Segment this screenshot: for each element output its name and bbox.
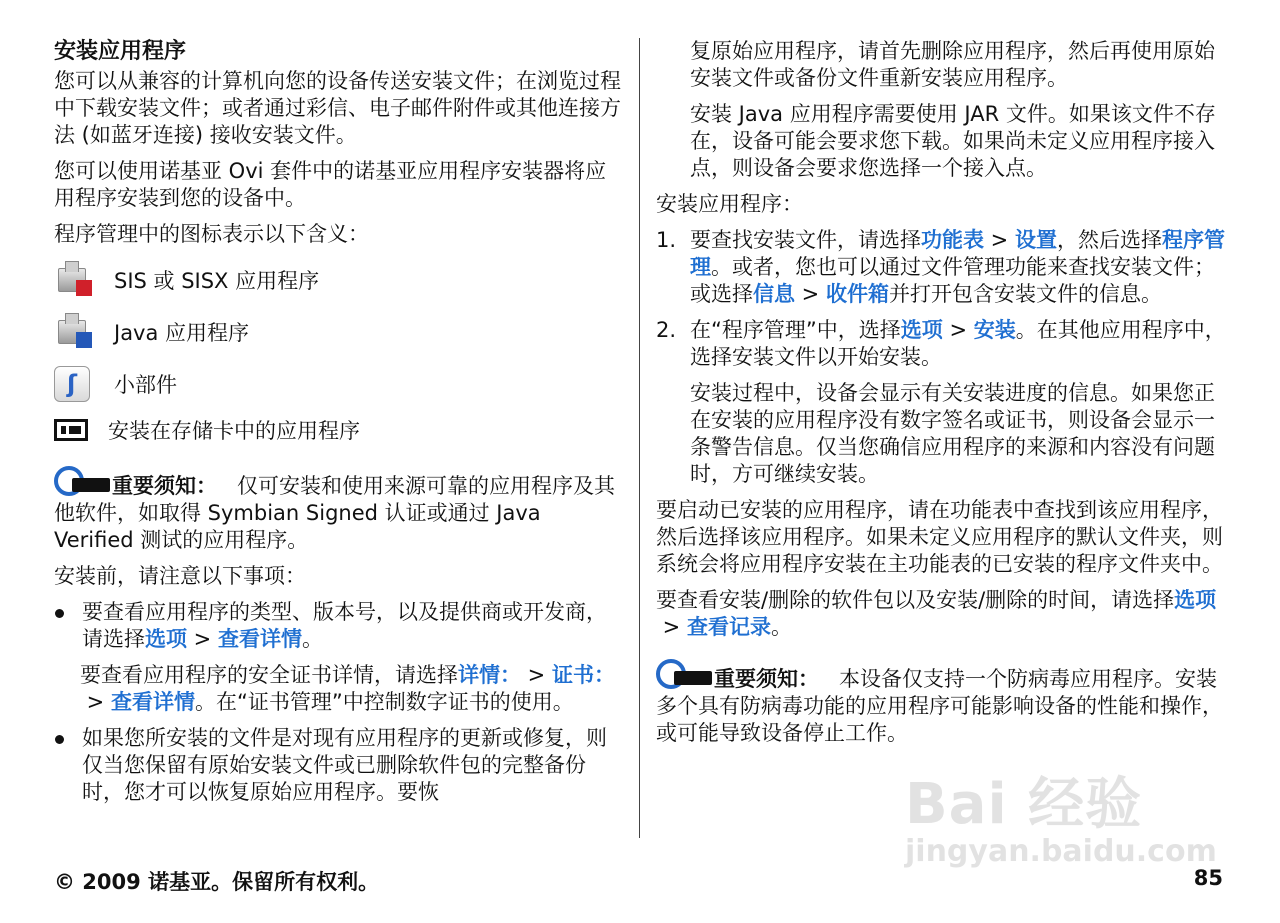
legend-row-widget: [54, 358, 622, 410]
link-view-details-2[interactable]: 查看详情: [110, 690, 195, 714]
link-options[interactable]: 选项: [145, 627, 187, 651]
bullet-dot: [55, 735, 64, 744]
left-column: [54, 38, 622, 806]
continued-paragraph: 复原始应用程序，请首先删除应用程序，然后再使用原始安装文件或备份文件重新安装应用程序。: [690, 39, 1215, 90]
page-number: 85: [1193, 866, 1223, 890]
java-paragraph: 安装 Java 应用程序需要使用 JAR 文件。如果该文件不存在，设备可能会要求您下载。如果尚未定义应用程序接入点，则设备会要求您选择一个接入点。: [690, 102, 1216, 180]
legend-label: Java 应用程序: [114, 321, 250, 345]
link-app-manager[interactable]: 程序管理: [690, 228, 1225, 279]
important-icon: [54, 466, 112, 500]
important-icon: [656, 659, 714, 693]
icons-intro: 程序管理中的图标表示以下含义：: [54, 222, 369, 246]
copyright: © 2009 诺基亚。保留所有权利。: [54, 870, 380, 894]
legend-label: 安装在存储卡中的应用程序: [108, 419, 360, 443]
right-column: [656, 38, 1228, 747]
important-note-2: [656, 659, 1228, 747]
java-app-icon: [54, 312, 94, 352]
column-divider: [639, 38, 640, 838]
link-install[interactable]: 安装: [973, 318, 1016, 342]
link-view-details[interactable]: 查看详情: [217, 627, 302, 651]
install-heading: 安装应用程序：: [656, 192, 803, 216]
bullet-subparagraph: 要查看应用程序的安全证书详情，请选择详情： > 证书： > 查看详情。在“证书管理”中控制数字证书的使用。: [80, 663, 615, 714]
important-text: 仅可安装和使用来源可靠的应用程序及其他软件，如取得 Symbian Signed 认证或通过 Java Verified 测试的应用程序。: [54, 474, 616, 552]
legend-label: 小部件: [114, 373, 177, 397]
bullet-item: 要查看应用程序的类型、版本号，以及提供商或开发商，请选择选项 > 查看详情。: [54, 599, 622, 653]
section-title: 安装应用程序: [54, 39, 187, 64]
legend-label: SIS 或 SISX 应用程序: [114, 269, 320, 293]
icon-legend: [54, 254, 622, 450]
link-options[interactable]: 选项: [900, 318, 943, 342]
intro-paragraph: 您可以从兼容的计算机向您的设备传送安装文件；在浏览过程中下载安装文件；或者通过彩信、电子邮件附件或其他连接方法 (如蓝牙连接) 接收安装文件。: [54, 69, 621, 147]
important-text: 本设备仅支持一个防病毒应用程序。安装多个具有防病毒功能的应用程序可能影响设备的性能和操作，或可能导致设备停止工作。: [656, 667, 1223, 745]
link-options-2[interactable]: 选项: [1174, 588, 1217, 612]
baidu-watermark: Bai 经验 jingyan.baidu.com: [905, 772, 1217, 869]
launch-paragraph: 要启动已安装的应用程序，请在功能表中查找到该应用程序，然后选择该应用程序。如果未定义应用程序的默认文件夹，则系统会将应用程序安装在主功能表的已安装的程序文件夹中。: [656, 498, 1223, 576]
widget-icon: ʃ: [54, 364, 94, 404]
legend-row-card: [54, 410, 622, 450]
ovi-paragraph: 您可以使用诺基亚 Ovi 套件中的诺基亚应用程序安装器将应用程序安装到您的设备中。: [54, 159, 607, 210]
important-label: 重要须知：: [714, 667, 819, 691]
important-note: [54, 466, 622, 554]
link-certificates[interactable]: 证书：: [551, 663, 615, 687]
legend-row-sis: [54, 254, 622, 306]
step-2-subparagraph: 安装过程中，设备会显示有关安装进度的信息。如果您正在安装的应用程序没有数字签名或证书，则设备会显示一条警告信息。仅当您确信应用程序的来源和内容没有问题时，方可继续安装。: [690, 381, 1215, 486]
link-inbox[interactable]: 收件箱: [825, 282, 889, 306]
important-label: 重要须知：: [112, 474, 217, 498]
link-settings[interactable]: 设置: [1014, 228, 1057, 252]
before-install-heading: 安装前，请注意以下事项：: [54, 564, 306, 588]
memory-card-icon: [54, 410, 100, 450]
step-2: 2. 在“程序管理”中，选择选项 > 安装。在其他应用程序中，选择安装文件以开始安装。: [656, 318, 1226, 369]
sis-app-icon: [54, 260, 94, 300]
legend-row-java: [54, 306, 622, 358]
bullet-dot: [55, 609, 64, 618]
link-messaging[interactable]: 信息: [753, 282, 795, 306]
step-1: 1. 要查找安装文件，请选择功能表 > 设置，然后选择程序管理。或者，您也可以通过文件管理功能来查找安装文件；或选择信息 > 收件箱并打开包含安装文件的信息。: [656, 228, 1225, 306]
link-view-log[interactable]: 查看记录: [686, 615, 771, 639]
link-menu[interactable]: 功能表: [921, 228, 984, 252]
link-details[interactable]: 详情：: [458, 663, 521, 687]
bullet-item: 如果您所安装的文件是对现有应用程序的更新或修复，则仅当您保留有原始安装文件或已删除软件包的完整备份时，您才可以恢复原始应用程序。要恢: [54, 725, 622, 806]
log-paragraph: 要查看安装/删除的软件包以及安装/删除的时间，请选择选项 > 查看记录。: [656, 588, 1217, 639]
